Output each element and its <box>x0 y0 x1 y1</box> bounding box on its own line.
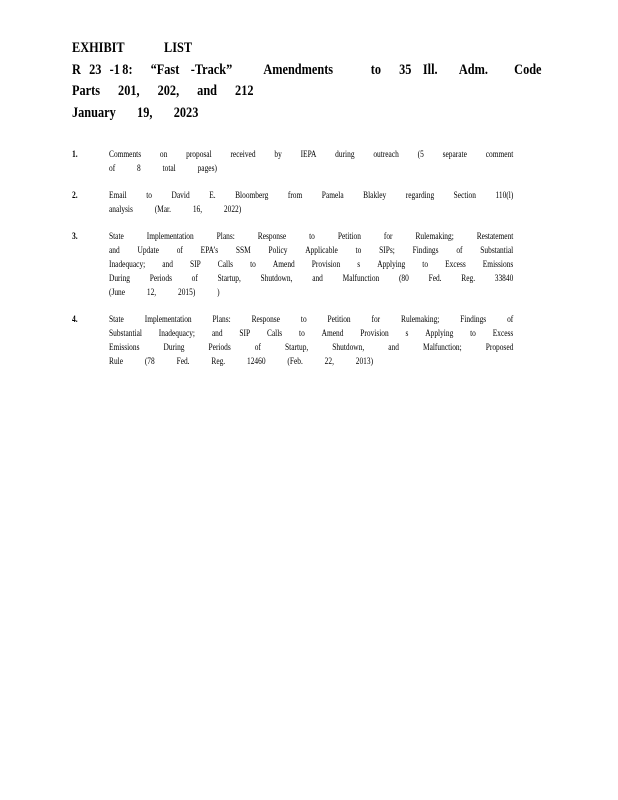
description-word: Applying <box>377 260 406 270</box>
exhibit-item-description <box>109 189 514 217</box>
description-word: Implementation <box>146 232 194 242</box>
description-word: and <box>162 260 173 270</box>
header-word: Parts <box>72 83 101 99</box>
header-word: -Track” <box>190 61 233 78</box>
description-word: and <box>211 329 223 339</box>
header-word: 8: <box>122 61 133 78</box>
description-word: for <box>383 232 393 242</box>
description-word: during <box>335 150 355 160</box>
description-word: 16, <box>192 205 203 215</box>
description-word: and <box>388 343 399 353</box>
header-word: -1 <box>109 61 120 78</box>
description-word: EPA’s <box>200 246 219 256</box>
header-word: EXHIBIT <box>72 40 125 56</box>
description-word: (78 <box>144 357 155 367</box>
description-word: of <box>456 246 463 256</box>
description-word: (5 <box>417 150 424 160</box>
exhibit-item-number: 3. <box>72 232 78 242</box>
header-line-2 <box>72 60 542 82</box>
description-word: to <box>299 329 305 339</box>
description-word: SIP <box>239 329 251 339</box>
description-word: SIP <box>190 260 201 270</box>
header-line-3 <box>72 81 522 103</box>
description-word: Rulemaking; <box>415 232 454 242</box>
description-word: from <box>287 191 303 201</box>
header-word: 202, <box>157 83 180 99</box>
exhibit-item-description <box>109 230 514 300</box>
description-line <box>109 203 513 217</box>
description-word: Shutdown, <box>260 274 293 284</box>
description-word: Applying <box>425 329 454 339</box>
description-word: Rule <box>109 357 124 367</box>
description-word: pages) <box>197 164 217 174</box>
description-word: Bloomberg <box>235 191 269 201</box>
description-word: Inadequacy; <box>109 260 146 270</box>
exhibit-item-description <box>109 148 514 176</box>
header-word: Ill. <box>422 61 438 78</box>
description-word: Substantial <box>109 329 142 339</box>
description-word: Fed. <box>176 357 190 367</box>
description-word: Proposed <box>485 343 514 353</box>
description-line <box>109 272 513 286</box>
description-word: total <box>162 164 176 174</box>
description-word: to <box>146 191 153 201</box>
description-word: David <box>171 191 190 201</box>
description-word: Provision <box>360 329 389 339</box>
description-word: of <box>191 274 198 284</box>
description-word: to <box>250 260 256 270</box>
description-word: on <box>159 150 168 160</box>
description-word: to <box>422 260 429 270</box>
description-word: Reg. <box>211 357 226 367</box>
description-word: comment <box>485 150 514 160</box>
description-word: 2022) <box>223 205 242 215</box>
description-word: 22, <box>324 357 334 367</box>
description-word: Amend <box>321 329 344 339</box>
description-word: E. <box>209 191 216 201</box>
description-word: Petition <box>327 315 351 325</box>
description-line <box>109 162 513 176</box>
description-word: State <box>109 315 124 325</box>
description-word: Calls <box>217 260 234 270</box>
description-word: Findings <box>460 315 487 325</box>
description-word: of <box>176 246 183 256</box>
header-word: 2023 <box>173 104 199 121</box>
description-word: to <box>355 246 362 256</box>
description-word: Calls <box>266 329 283 339</box>
description-word: received <box>230 150 256 160</box>
description-word: Excess <box>445 260 466 270</box>
description-word: Malfunction <box>342 274 380 284</box>
description-word: proposal <box>186 150 212 160</box>
description-word: Reg. <box>461 274 476 284</box>
description-word: Comments <box>109 150 142 160</box>
description-word: Substantial <box>480 246 514 256</box>
description-word: Blakley <box>363 191 387 201</box>
description-word: State <box>109 232 124 242</box>
description-line <box>109 313 513 327</box>
description-word: regarding <box>405 191 435 201</box>
description-word: 12460 <box>247 357 266 367</box>
exhibit-item-number: 4. <box>72 315 78 325</box>
description-word: SSM <box>235 246 251 256</box>
exhibit-list <box>72 148 522 382</box>
description-line <box>109 341 513 355</box>
header-word: “Fast <box>150 61 180 78</box>
header-word: 212 <box>235 83 254 99</box>
description-word: Periods <box>208 343 231 353</box>
header-word: to <box>370 61 382 78</box>
description-word: 2015) <box>177 288 196 298</box>
description-word: ) <box>217 288 220 298</box>
description-word: 110(l) <box>495 191 514 201</box>
description-word: Applicable <box>305 246 338 256</box>
description-word: Inadequacy; <box>158 329 195 339</box>
header-word: 201, <box>118 83 140 99</box>
description-word: of <box>109 164 116 174</box>
description-word: Update <box>137 246 159 256</box>
description-word: Plans: <box>212 315 231 325</box>
header-word: R <box>72 61 81 78</box>
exhibit-item-description <box>109 313 514 369</box>
description-word: separate <box>442 150 467 160</box>
description-word: to <box>309 232 315 242</box>
exhibit-item-number: 2. <box>72 191 78 201</box>
description-line <box>109 230 513 244</box>
description-line <box>109 355 513 369</box>
description-word: Response <box>257 232 287 242</box>
description-word: Restatement <box>476 232 514 242</box>
description-line <box>109 244 513 258</box>
description-word: 12, <box>146 288 157 298</box>
description-word: by <box>274 150 282 160</box>
header-word: 23 <box>89 61 102 78</box>
description-word: of <box>507 315 514 325</box>
description-word: and <box>109 246 120 256</box>
description-word: Policy <box>268 246 288 256</box>
description-line <box>109 286 513 300</box>
description-word: Malfunction; <box>422 343 462 353</box>
description-word: 33840 <box>494 274 514 284</box>
description-word: Section <box>453 191 476 201</box>
description-word: Rulemaking; <box>401 315 440 325</box>
description-word: Emissions <box>482 260 514 270</box>
description-word: 2013) <box>355 357 374 367</box>
description-word: Amend <box>272 260 295 270</box>
description-word: outreach <box>373 150 399 160</box>
header-word: Code <box>514 61 542 78</box>
description-word: Response <box>251 315 280 325</box>
description-word: s <box>357 260 361 270</box>
description-word: Email <box>109 191 127 201</box>
exhibit-item <box>72 148 522 176</box>
exhibit-header <box>72 38 542 124</box>
header-word: 19, <box>137 104 153 121</box>
header-word: Adm. <box>458 61 488 78</box>
description-word: for <box>371 315 381 325</box>
description-word: Shutdown, <box>332 343 365 353</box>
description-word: Plans: <box>216 232 235 242</box>
description-word: Periods <box>149 274 172 284</box>
header-line-4 <box>72 103 522 125</box>
description-word: During <box>109 274 130 284</box>
description-line <box>109 189 513 203</box>
description-word: of <box>254 343 261 353</box>
description-word: Emissions <box>109 343 140 353</box>
description-word: Findings <box>412 246 439 256</box>
description-word: Fed. <box>428 274 442 284</box>
description-line <box>109 258 513 272</box>
description-word: Petition <box>337 232 361 242</box>
description-word: (Feb. <box>287 357 303 367</box>
description-word: analysis <box>109 205 133 215</box>
description-word: Startup, <box>217 274 241 284</box>
description-word: Pamela <box>321 191 344 201</box>
description-word: (Mar. <box>154 205 171 215</box>
header-word: and <box>197 83 218 99</box>
header-line-1 <box>72 38 522 60</box>
description-word: (80 <box>398 274 409 284</box>
exhibit-item <box>72 230 522 300</box>
exhibit-item <box>72 189 522 217</box>
header-word: 35 <box>399 61 412 78</box>
header-word: January <box>72 104 116 121</box>
description-word: Provision <box>311 260 341 270</box>
description-word: to <box>470 329 476 339</box>
header-word: Amendments <box>263 61 334 78</box>
description-word: During <box>163 343 185 353</box>
description-line <box>109 327 513 341</box>
description-line <box>109 148 513 162</box>
description-word: Implementation <box>144 315 192 325</box>
header-word: LIST <box>164 40 193 56</box>
exhibit-item-number: 1. <box>72 150 78 160</box>
description-word: SIPs; <box>379 246 395 256</box>
description-word: IEPA <box>300 150 317 160</box>
description-word: (June <box>109 288 126 298</box>
description-word: 8 <box>137 164 141 174</box>
description-word: Excess <box>492 329 514 339</box>
description-word: to <box>300 315 307 325</box>
description-word: Startup, <box>285 343 309 353</box>
description-word: and <box>312 274 323 284</box>
description-word: s <box>405 329 409 339</box>
exhibit-item <box>72 313 522 369</box>
